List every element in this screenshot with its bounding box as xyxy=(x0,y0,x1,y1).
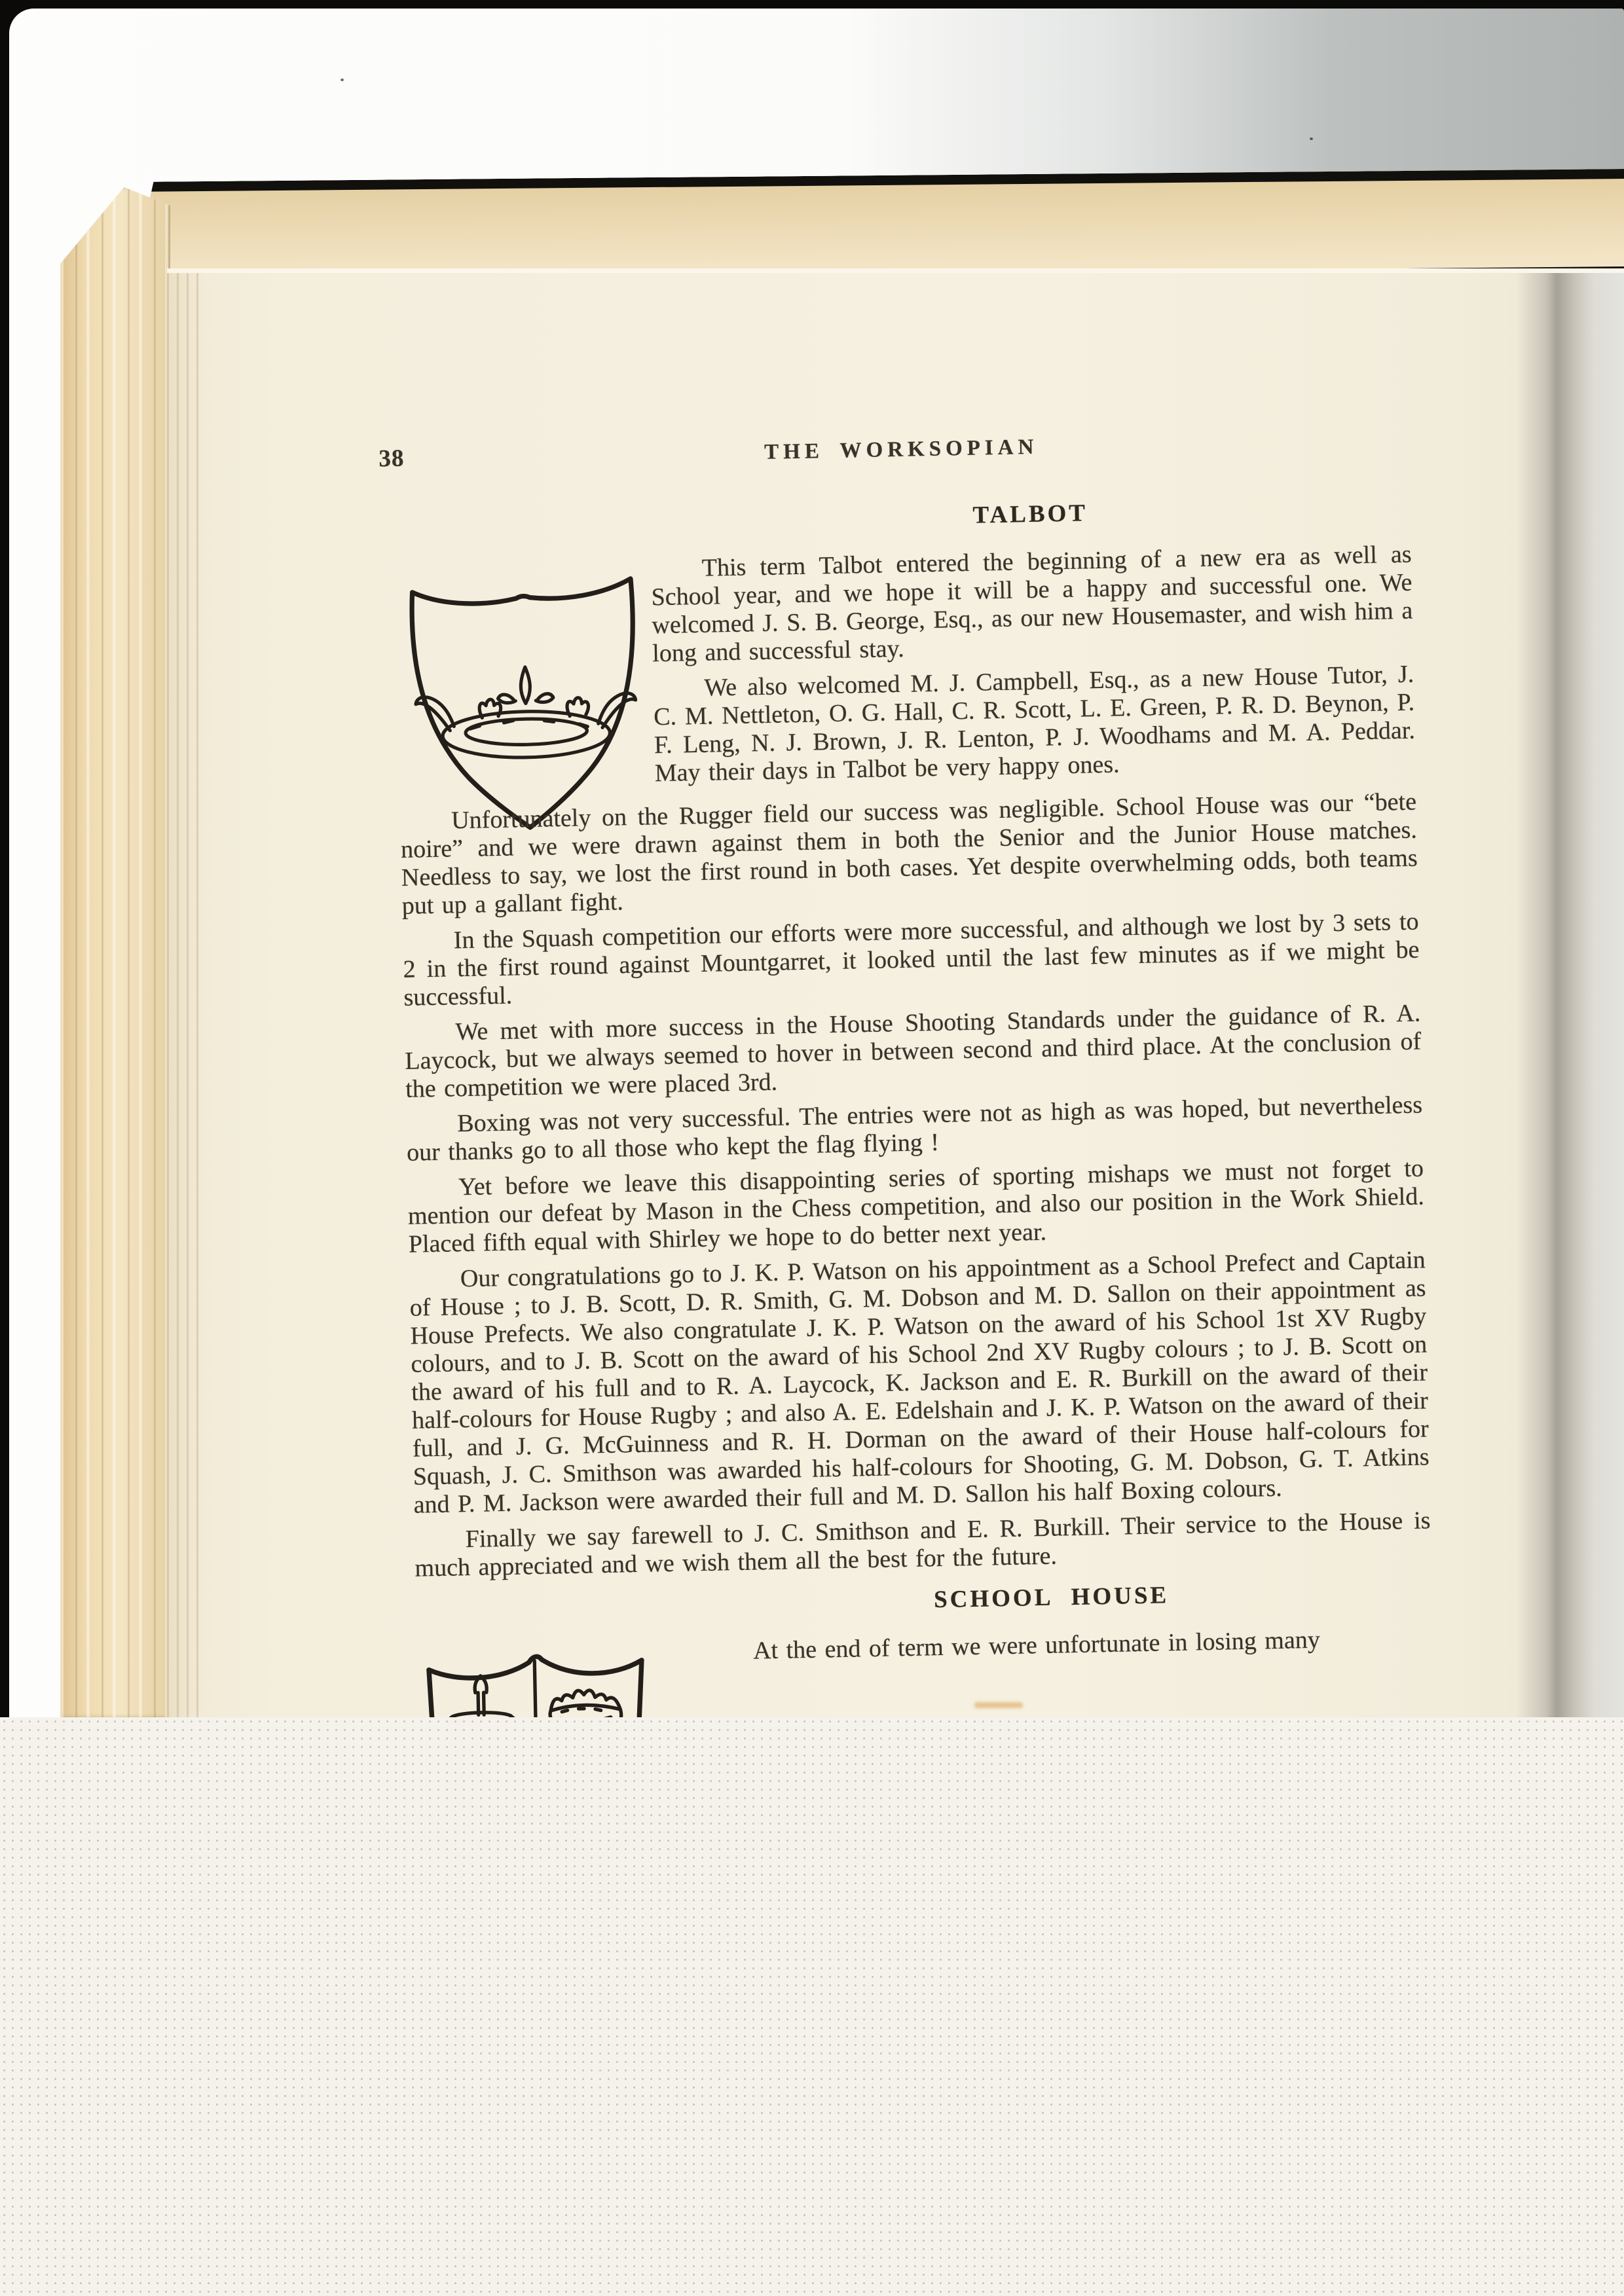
page-surface xyxy=(167,268,1624,1722)
school-house-paragraph-1: At the end of term we were unfortunate in losing many xyxy=(752,1626,1321,1665)
shield-with-coronet-icon xyxy=(399,558,648,833)
talbot-paragraph-2: We also welcomed M. J. Campbell, Esq., as a new House Tutor, J. C. M. Nettleton, O. G. Hall, C. R. Scott, L. E. Green, P. R. D. Beynon, P. F. Leng, N. J. Brown, J. R. Lenton, P. J. Woodhams and M. A. Peddar. May their days in Talbot be very happy ones. xyxy=(653,660,1416,788)
talbot-paragraph-3: Unfortunately on the Rugger field our success was negligible. School House was our “bete noire” and we were drawn against them in both the Senior and the Junior House matches. Needless to say, we lost the first round in both cases. Yet despite overwhelming odds, both teams put up a gallant fight. xyxy=(400,788,1418,920)
book-spine xyxy=(60,187,170,1717)
page-number: 38 xyxy=(378,445,405,473)
talbot-paragraph-5: We met with more success in the House Shooting Standards under the guidance of R. A. Laycock, but we always seemed to hover in between second and third place. At the conclusion of the competition we were placed 3rd. xyxy=(405,999,1422,1103)
talbot-paragraph-9: Finally we say farewell to J. C. Smithson and E. R. Burkill. Their service to the House is much appreciated and we wish them all the best for the future. xyxy=(415,1506,1431,1582)
talbot-paragraph-6: Boxing was not very successful. The entries were not as high as was hoped, but nevertheless our thanks go to all those who kept the flag flying ! xyxy=(406,1091,1423,1167)
school-house-heading: SCHOOL HOUSE xyxy=(933,1582,1170,1614)
dust-specks xyxy=(341,79,344,81)
talbot-paragraph-7: Yet before we leave this disappointing series of sporting mishaps we must not forget to mention our defeat by Mason in the Chess competition, and also our position in the Work Shield. Placed fifth equal with Shirley we hope to do better next year. xyxy=(407,1154,1425,1258)
talbot-crest-figure xyxy=(395,555,655,808)
talbot-paragraph-1: This term Talbot entered the beginning of a new era as well as School year, and we hope it will be a happy and successful one. We welcomed J. S. B. George, Esq., as our new Housemaster, and wish him a long and successful stay. xyxy=(651,540,1413,668)
talbot-paragraph-4: In the Squash competition our efforts were more successful, and although we lost by 3 sets to 2 in the first round against Mountgarret, it looked until the last few minutes as if we might be successful. xyxy=(403,907,1420,1011)
page-edge-lines xyxy=(167,273,206,1722)
talbot-heading: TALBOT xyxy=(972,500,1088,529)
page-content xyxy=(378,425,1434,1742)
running-header xyxy=(378,425,1410,475)
clipped-text-remnant xyxy=(974,1702,1023,1708)
talbot-paragraph-8: Our congratulations go to J. K. P. Watson on his appointment as a School Prefect and Captain of House ; to J. B. Scott, D. R. Smith, G. M. Dobson and M. D. Sallon on their appointment as House Prefects. We also congratulate J. K. P. Watson on the award of his School 1st XV Rugby colours, and to J. B. Scott on the award of his School 2nd XV Rugby colours ; to J. B. Scott on the award of his full and to R. A. Laycock, K. Jackson and E. R. Burkill on the award of their half-colours for House Rugby ; and also A. E. Edelshain and J. K. P. Watson on the award of their full, and J. G. McGuinness and R. H. Dorman on the award of their House half-colours for Squash, J. C. Smithson was awarded his half-colours for Shooting, G. M. Dobson, G. T. Atkins and P. M. Jackson were awarded their full and M. D. Sallon his half Boxing colours. xyxy=(409,1246,1430,1519)
scan-cutoff-area xyxy=(0,1717,1624,2296)
running-title: THE WORKSOPIAN xyxy=(764,435,1039,464)
